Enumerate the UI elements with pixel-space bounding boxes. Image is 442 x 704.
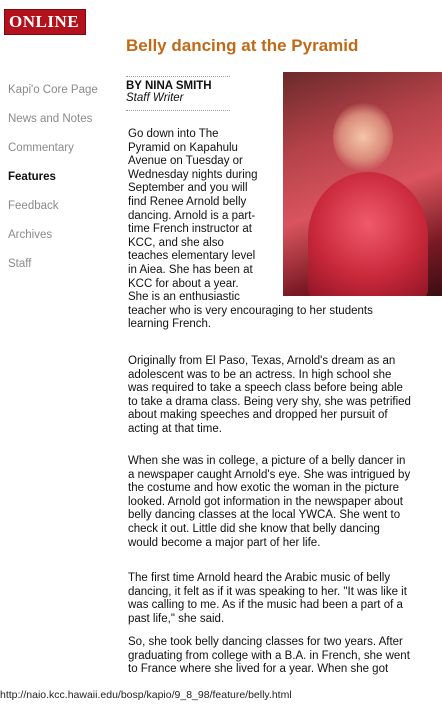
nav-feedback[interactable]: Feedback bbox=[8, 200, 59, 212]
p1-line: KCC, and she also bbox=[128, 236, 224, 249]
p5-line: to France where she lived for a year. When she got bbox=[128, 663, 389, 676]
paragraph-3 bbox=[128, 455, 442, 550]
p2-line: adolescent was to be an actress. In high school she bbox=[128, 368, 392, 381]
p2-line: was required to take a speech class before being able bbox=[128, 382, 403, 395]
p1-line: Avenue on Tuesday or bbox=[128, 155, 243, 168]
p4-line: dancing, it felt as if it was speaking to her. "It was like it bbox=[128, 585, 407, 598]
p5-line: So, she took belly dancing classes for two years. After bbox=[128, 636, 403, 648]
p3-line: When she was in college, a picture of a belly dancer in bbox=[128, 455, 406, 467]
p1-line: time French instructor at bbox=[128, 223, 252, 236]
nav-kapio-core-page[interactable]: Kapi'o Core Page bbox=[8, 84, 98, 96]
nav-staff[interactable]: Staff bbox=[8, 258, 32, 270]
p3-line: the costume and how exotic the woman in the picture bbox=[128, 482, 400, 495]
p1-line: dancing. Arnold is a part- bbox=[128, 209, 256, 222]
p1-line: learning French. bbox=[128, 318, 212, 331]
p3-line: a newspaper caught Arnold's eye. She was intrigued by bbox=[128, 468, 411, 481]
p2-line: about making speeches and dropped her pursuit of bbox=[128, 409, 388, 422]
online-logo[interactable] bbox=[4, 9, 86, 35]
p1-line: in Aiea. She has been at bbox=[128, 263, 253, 276]
footer-url: http://naio.kcc.hawaii.edu/bosp/kapio/9_8_98/feature/belly.html bbox=[0, 689, 292, 701]
p2-line: to take a drama class. Being very shy, she was petrified bbox=[128, 395, 411, 408]
p3-line: would become a major part of her life. bbox=[128, 536, 321, 549]
paragraph-5 bbox=[128, 636, 442, 677]
nav-commentary[interactable]: Commentary bbox=[8, 142, 74, 154]
p2-line: acting at that time. bbox=[128, 422, 222, 435]
sidebar-nav bbox=[8, 82, 120, 285]
p4-line: was calling to me. As if the music had been a part of a bbox=[128, 599, 403, 612]
paragraph-4 bbox=[128, 572, 442, 626]
p1-line: Go down into The bbox=[128, 128, 219, 140]
p1-line: Wednesday nights during bbox=[128, 168, 258, 181]
author-name: BY NINA SMITH bbox=[126, 80, 212, 92]
p3-line: belly dancing classes at the local YWCA. She went to bbox=[128, 509, 401, 522]
nav-news-and-notes[interactable]: News and Notes bbox=[8, 113, 93, 125]
p3-line: check it out. Little did she know that belly dancing bbox=[128, 522, 380, 535]
byline-rule-top bbox=[126, 76, 230, 77]
p1-line: She is an enthusiastic bbox=[128, 291, 240, 304]
nav-archives[interactable]: Archives bbox=[8, 229, 53, 241]
p2-line: Originally from El Paso, Texas, Arnold's dream as an bbox=[128, 355, 396, 367]
paragraph-2 bbox=[128, 355, 442, 437]
paragraph-1 bbox=[128, 128, 442, 332]
byline-rule-bottom bbox=[126, 110, 230, 111]
author-role: Staff Writer bbox=[126, 92, 184, 104]
p1-line: September and you will bbox=[128, 182, 248, 195]
p4-line: past life," she said. bbox=[128, 612, 225, 625]
p1-line: KCC for about a year. bbox=[128, 277, 239, 290]
p1-line: teacher who is very encouraging to her students bbox=[128, 304, 373, 317]
byline bbox=[126, 80, 212, 104]
p1-line: teaches elementary level bbox=[128, 250, 256, 263]
p5-line: graduating from college with a B.A. in French, she went bbox=[128, 649, 410, 662]
p1-line: Pyramid on Kapahulu bbox=[128, 141, 238, 154]
p3-line: looked. Arnold got information in the newspaper about bbox=[128, 495, 403, 508]
article-title: Belly dancing at the Pyramid bbox=[126, 36, 359, 55]
p4-line: The first time Arnold heard the Arabic music of belly bbox=[128, 572, 391, 584]
nav-features[interactable]: Features bbox=[8, 171, 56, 183]
p1-line: find Renee Arnold belly bbox=[128, 195, 247, 208]
logo-text: ONLINE bbox=[9, 12, 80, 31]
